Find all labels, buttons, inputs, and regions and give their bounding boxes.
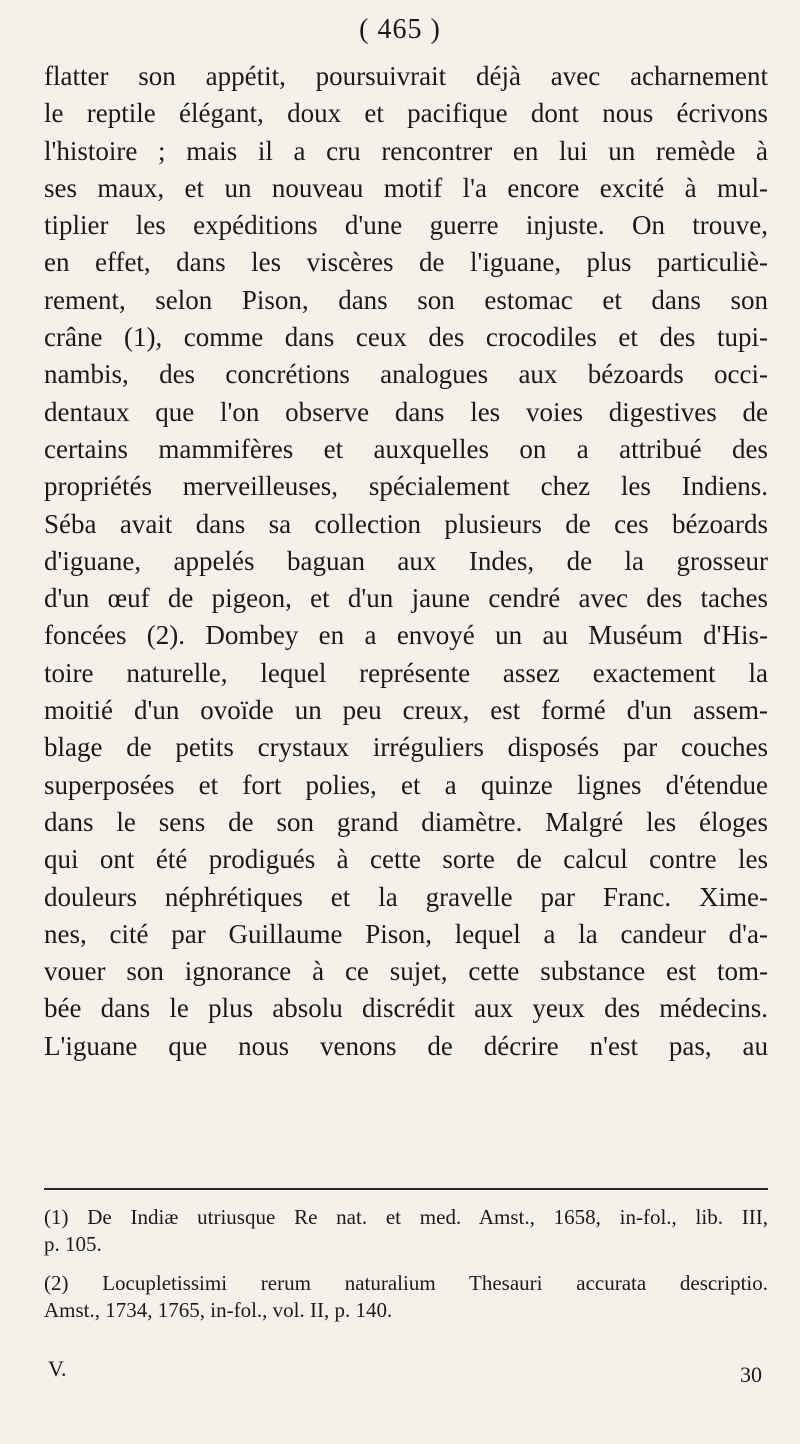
footnote-line: p. 105. [44, 1232, 102, 1256]
text-line: en effet, dans les viscères de l'iguane, plus particuliè- [44, 247, 768, 278]
text-line: tiplier les expéditions d'une guerre injuste. On trouve, [44, 210, 768, 241]
text-line: d'un œuf de pigeon, et d'un jaune cendré avec des taches [44, 583, 768, 614]
text-line: propriétés merveilleuses, spécialement chez les Indiens. [44, 471, 768, 502]
footnote-1 [44, 1204, 768, 1258]
footnotes [44, 1204, 768, 1324]
text-line: dans le sens de son grand diamètre. Malgré les éloges [44, 806, 768, 837]
text-line: superposées et fort polies, et a quinze lignes d'étendue [44, 769, 768, 800]
volume-mark: V. [48, 1356, 67, 1381]
text-line: l'histoire ; mais il a cru rencontrer en lui un remède à [44, 135, 768, 166]
footnote-2 [44, 1270, 768, 1324]
text-line: foncées (2). Dombey en a envoyé un au Muséum d'His- [44, 620, 768, 651]
text-line: dentaux que l'on observe dans les voies digestives de [44, 396, 768, 427]
text-line: nambis, des concrétions analogues aux bézoards occi- [44, 359, 768, 390]
text-line: rement, selon Pison, dans son estomac et dans son [44, 284, 768, 315]
text-line: le reptile élégant, doux et pacifique dont nous écrivons [44, 98, 768, 129]
text-line: flatter son appétit, poursuivrait déjà avec acharnement [44, 61, 768, 91]
text-line: douleurs néphrétiques et la gravelle par Franc. Xime- [44, 881, 768, 912]
footnote-line: Amst., 1734, 1765, in-fol., vol. II, p. 140. [44, 1298, 393, 1322]
text-line: d'iguane, appelés baguan aux Indes, de la grosseur [44, 545, 768, 576]
text-line: bée dans le plus absolu discrédit aux yeux des médecins. [44, 993, 768, 1024]
text-line: ses maux, et un nouveau motif l'a encore excité à mul- [44, 172, 768, 203]
text-line: crâne (1), comme dans ceux des crocodiles et des tupi- [44, 322, 768, 353]
printer-signature [44, 1356, 768, 1390]
footnote-line: (1) De Indiæ utriusque Re nat. et med. Amst., 1658, in-fol., lib. III, [44, 1205, 768, 1229]
text-line: toire naturelle, lequel représente assez exactement la [44, 657, 768, 688]
footnote-line: (2) Locupletissimi rerum naturalium Thesauri accurata descriptio. [44, 1271, 768, 1295]
text-line: vouer son ignorance à ce sujet, cette substance est tom- [44, 956, 768, 987]
text-line: blage de petits crystaux irréguliers disposés par couches [44, 732, 768, 763]
page-number: ( 465 ) [359, 14, 441, 45]
text-line: L'iguane que nous venons de décrire n'est pas, au [44, 1030, 768, 1061]
text-line: certains mammifères et auxquelles on a attribué des [44, 433, 768, 464]
text-line: Séba avait dans sa collection plusieurs de ces bézoards [44, 508, 768, 539]
text-line: qui ont été prodigués à cette sorte de calcul contre les [44, 844, 768, 875]
body-text [44, 58, 768, 1065]
footnote-divider [44, 1188, 768, 1190]
text-line: nes, cité par Guillaume Pison, lequel a la candeur d'a- [44, 918, 768, 949]
text-line: moitié d'un ovoïde un peu creux, est formé d'un assem- [44, 695, 768, 726]
sheet-mark: 30 [740, 1362, 762, 1387]
